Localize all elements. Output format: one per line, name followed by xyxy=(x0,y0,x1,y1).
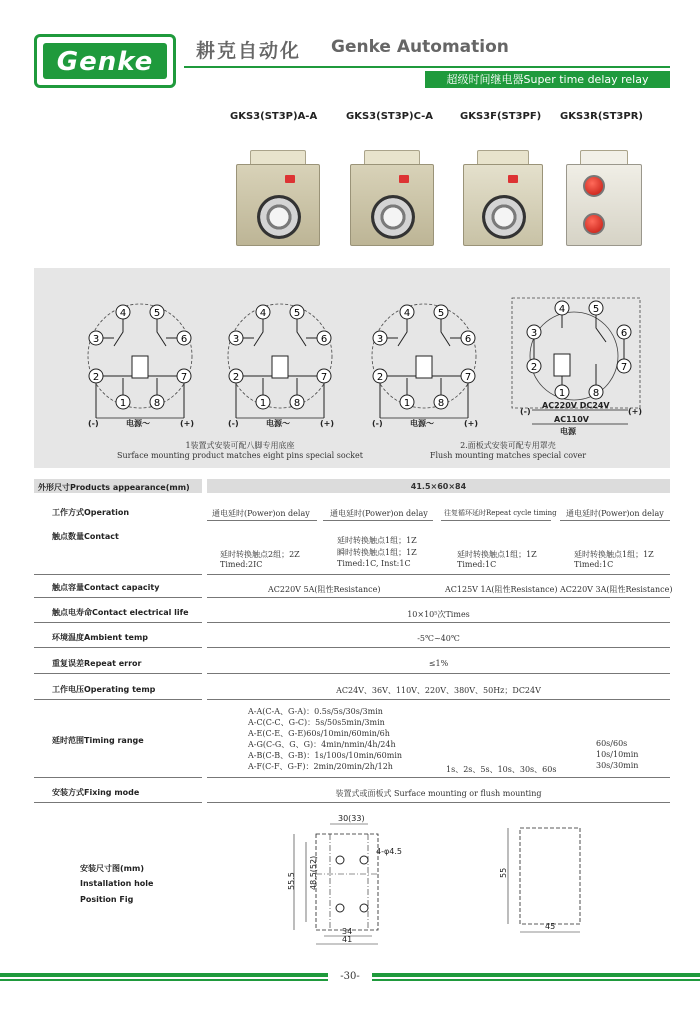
pins-diagram-4 xyxy=(527,301,631,399)
pr-voltage-ac110: AC110V xyxy=(554,415,589,424)
pin-label: 1 xyxy=(259,398,267,409)
operation-value-3: 往复循环延时Repeat cycle timing xyxy=(444,509,557,517)
caption-surface-cn: 1装置式安装可配八脚专用底座 xyxy=(185,441,295,450)
pin-label: 1 xyxy=(119,398,127,409)
contact-label: 触点数量Contact xyxy=(52,532,119,541)
wiring-diagram-2 xyxy=(228,304,332,418)
pin-label: 4 xyxy=(119,308,127,319)
model-label-1: GKS3(ST3P)A-A xyxy=(230,111,318,122)
minus-label-1: (-) xyxy=(88,419,99,428)
dim-hole: 4-φ4.5 xyxy=(376,847,402,856)
dim-30: 30(33) xyxy=(338,814,365,823)
timing-range-g: A-G(C-G、G、G)：4min/nmin/4h/24h xyxy=(248,740,396,749)
electrical-life-label: 触点电寿命Contact electrical life xyxy=(52,608,189,617)
repeat-error-value: ≤1% xyxy=(428,659,449,668)
product-photo-gks3-c xyxy=(350,150,434,246)
minus-label-2: (-) xyxy=(228,419,239,428)
ambient-temp-value: -5℃~40℃ xyxy=(417,634,460,643)
operation-value-4: 通电延时(Power)on delay xyxy=(566,509,664,518)
product-photo-gks3f xyxy=(463,150,543,246)
pin-label: 3 xyxy=(232,334,240,345)
power-label-1: 电源～ xyxy=(126,419,150,428)
caption-flush-en: Flush mounting matches special cover xyxy=(429,451,587,460)
pin-label: 6 xyxy=(620,328,628,339)
operation-value-2: 通电延时(Power)on delay xyxy=(330,509,428,518)
timing-range-repeat: 1s、2s、5s、10s、30s、60s xyxy=(446,765,557,774)
installation-label-en-2: Position Fig xyxy=(80,895,134,904)
capacity-label: 触点容量Contact capacity xyxy=(52,583,160,592)
pin-label: 3 xyxy=(92,334,100,345)
operation-label: 工作方式Operation xyxy=(52,508,130,517)
timing-range-pr-1: 60s/60s xyxy=(596,739,628,748)
pin-label: 5 xyxy=(153,308,161,319)
pin-label: 6 xyxy=(320,334,328,345)
pr-voltage-ac220: AC220V DC24V xyxy=(542,401,610,410)
header-divider xyxy=(184,66,670,68)
dim-34: 34 xyxy=(342,927,353,936)
power-label-3: 电源～ xyxy=(410,419,434,428)
dim-55: 55 xyxy=(499,867,508,878)
operation-value-1: 通电延时(Power)on delay xyxy=(212,509,310,518)
pin-label: 2 xyxy=(232,372,240,383)
page-number: -30- xyxy=(328,970,372,984)
brand-name-cn: 耕克自动化 xyxy=(196,40,302,62)
logo-background xyxy=(43,43,167,79)
timing-range-c: A-C(C-C、G-C)：5s/50s5min/3min xyxy=(248,718,385,727)
pin-label: 1 xyxy=(403,398,411,409)
pin-label: 8 xyxy=(293,398,301,409)
timing-range-pr-2: 10s/10min xyxy=(596,750,639,759)
timing-range-a: A-A(C-A、G-A)：0.5s/5s/30s/3min xyxy=(248,707,383,716)
pin-label: 4 xyxy=(558,304,566,315)
installation-hole-drawing xyxy=(280,812,420,947)
page-subtitle: 超级时间继电器Super time delay relay xyxy=(425,71,670,88)
pin-label: 7 xyxy=(320,372,328,383)
appearance-label: 外形尺寸Products appearance(mm) xyxy=(38,483,190,492)
contact-value-1b: Timed:2IC xyxy=(220,560,263,569)
plus-label-4: (+) xyxy=(628,407,643,416)
timing-range-label: 延时范围Timing range xyxy=(52,736,144,745)
ambient-temp-label: 环境温度Ambient temp xyxy=(52,633,149,642)
dim-55-5: 55.5 xyxy=(287,872,296,890)
pin-label: 5 xyxy=(293,308,301,319)
pin-label: 5 xyxy=(437,308,445,319)
product-photo-gks3r xyxy=(566,150,642,246)
operating-voltage-value: AC24V、36V、110V、220V、380V、50Hz；DC24V xyxy=(336,686,541,695)
wiring-diagram-1 xyxy=(88,304,192,418)
pin-label: 3 xyxy=(376,334,384,345)
dim-45: 45 xyxy=(545,922,556,931)
pin-label: 2 xyxy=(376,372,384,383)
fixing-mode-value: 装置式或面板式 Surface mounting or flush mounting xyxy=(335,789,542,798)
timing-range-pr-3: 30s/30min xyxy=(596,761,639,770)
contact-value-2b: 瞬时转换触点1组；1Z xyxy=(337,548,417,557)
dim-48-5: 48.5(52) xyxy=(309,855,318,890)
electrical-life-value: 10×10⁵次Times xyxy=(407,610,470,619)
minus-label-4: (-) xyxy=(520,407,531,416)
wiring-diagram-panel xyxy=(34,268,670,468)
pin-label: 6 xyxy=(180,334,188,345)
repeat-error-label: 重复误差Repeat error xyxy=(52,659,142,668)
pin-label: 8 xyxy=(153,398,161,409)
plus-label-3: (+) xyxy=(464,419,479,428)
contact-value-4b: Timed:1C xyxy=(574,560,614,569)
pin-label: 8 xyxy=(592,388,600,399)
caption-surface-en: Surface mounting product matches eight pins special socket xyxy=(117,451,363,460)
pr-power-label: 电源 xyxy=(560,427,576,436)
brand-name-en: Genke Automation xyxy=(331,37,509,57)
capacity-value-2: AC125V 1A(阻性Resistance) xyxy=(445,585,558,594)
model-label-3: GKS3F(ST3PF) xyxy=(460,111,542,122)
model-label-4: GKS3R(ST3PR) xyxy=(560,111,643,122)
logo-text: Genke xyxy=(56,47,154,77)
timing-range-e: A-E(C-E、G-E)60s/10min/60min/6h xyxy=(248,729,390,738)
power-label-2: 电源～ xyxy=(266,419,290,428)
pin-label: 7 xyxy=(464,372,472,383)
capacity-value-1: AC220V 5A(阻性Resistance) xyxy=(268,585,381,594)
pin-label: 2 xyxy=(92,372,100,383)
appearance-value: 41.5×60×84 xyxy=(410,482,467,491)
pin-label: 2 xyxy=(530,362,538,373)
pin-label: 7 xyxy=(620,362,628,373)
caption-flush-cn: 2.面板式安装可配专用罩壳 xyxy=(460,441,556,450)
wiring-diagram-3 xyxy=(372,304,476,418)
pin-label: 4 xyxy=(403,308,411,319)
pin-label: 1 xyxy=(558,388,566,399)
operating-voltage-label: 工作电压Operating temp xyxy=(52,685,156,694)
logo xyxy=(34,34,176,88)
timing-range-b: A-B(C-B、G-B)：1s/100s/10min/60min xyxy=(248,751,403,760)
model-label-2: GKS3(ST3P)C-A xyxy=(346,111,434,122)
contact-value-3a: 延时转换触点1组；1Z xyxy=(457,550,537,559)
contact-value-4a: 延时转换触点1组；1Z xyxy=(574,550,654,559)
pin-label: 4 xyxy=(259,308,267,319)
wiring-diagrams xyxy=(34,268,670,468)
capacity-value-3: AC220V 3A(阻性Resistance) xyxy=(560,585,673,594)
pin-label: 3 xyxy=(530,328,538,339)
pin-label: 6 xyxy=(464,334,472,345)
pin-label: 8 xyxy=(437,398,445,409)
minus-label-3: (-) xyxy=(372,419,383,428)
pin-label: 7 xyxy=(180,372,188,383)
installation-label-cn: 安装尺寸图(mm) xyxy=(80,864,144,873)
timing-range-f: A-F(C-F、G-F)：2min/20min/2h/12h xyxy=(248,762,393,771)
panel-cutout-drawing xyxy=(490,822,600,942)
pin-label: 5 xyxy=(592,304,600,315)
product-photo-gks3-a xyxy=(236,150,320,246)
plus-label-2: (+) xyxy=(320,419,335,428)
contact-value-3b: Timed:1C xyxy=(457,560,497,569)
fixing-mode-label: 安装方式Fixing mode xyxy=(52,788,140,797)
plus-label-1: (+) xyxy=(180,419,195,428)
installation-label-en-1: Installation hole xyxy=(80,879,154,888)
dim-41: 41 xyxy=(342,935,353,944)
contact-value-2c: Timed:1C, Inst:1C xyxy=(337,559,411,568)
contact-value-1a: 延时转换触点2组；2Z xyxy=(220,550,300,559)
contact-value-2a: 延时转换触点1组；1Z xyxy=(337,536,417,545)
